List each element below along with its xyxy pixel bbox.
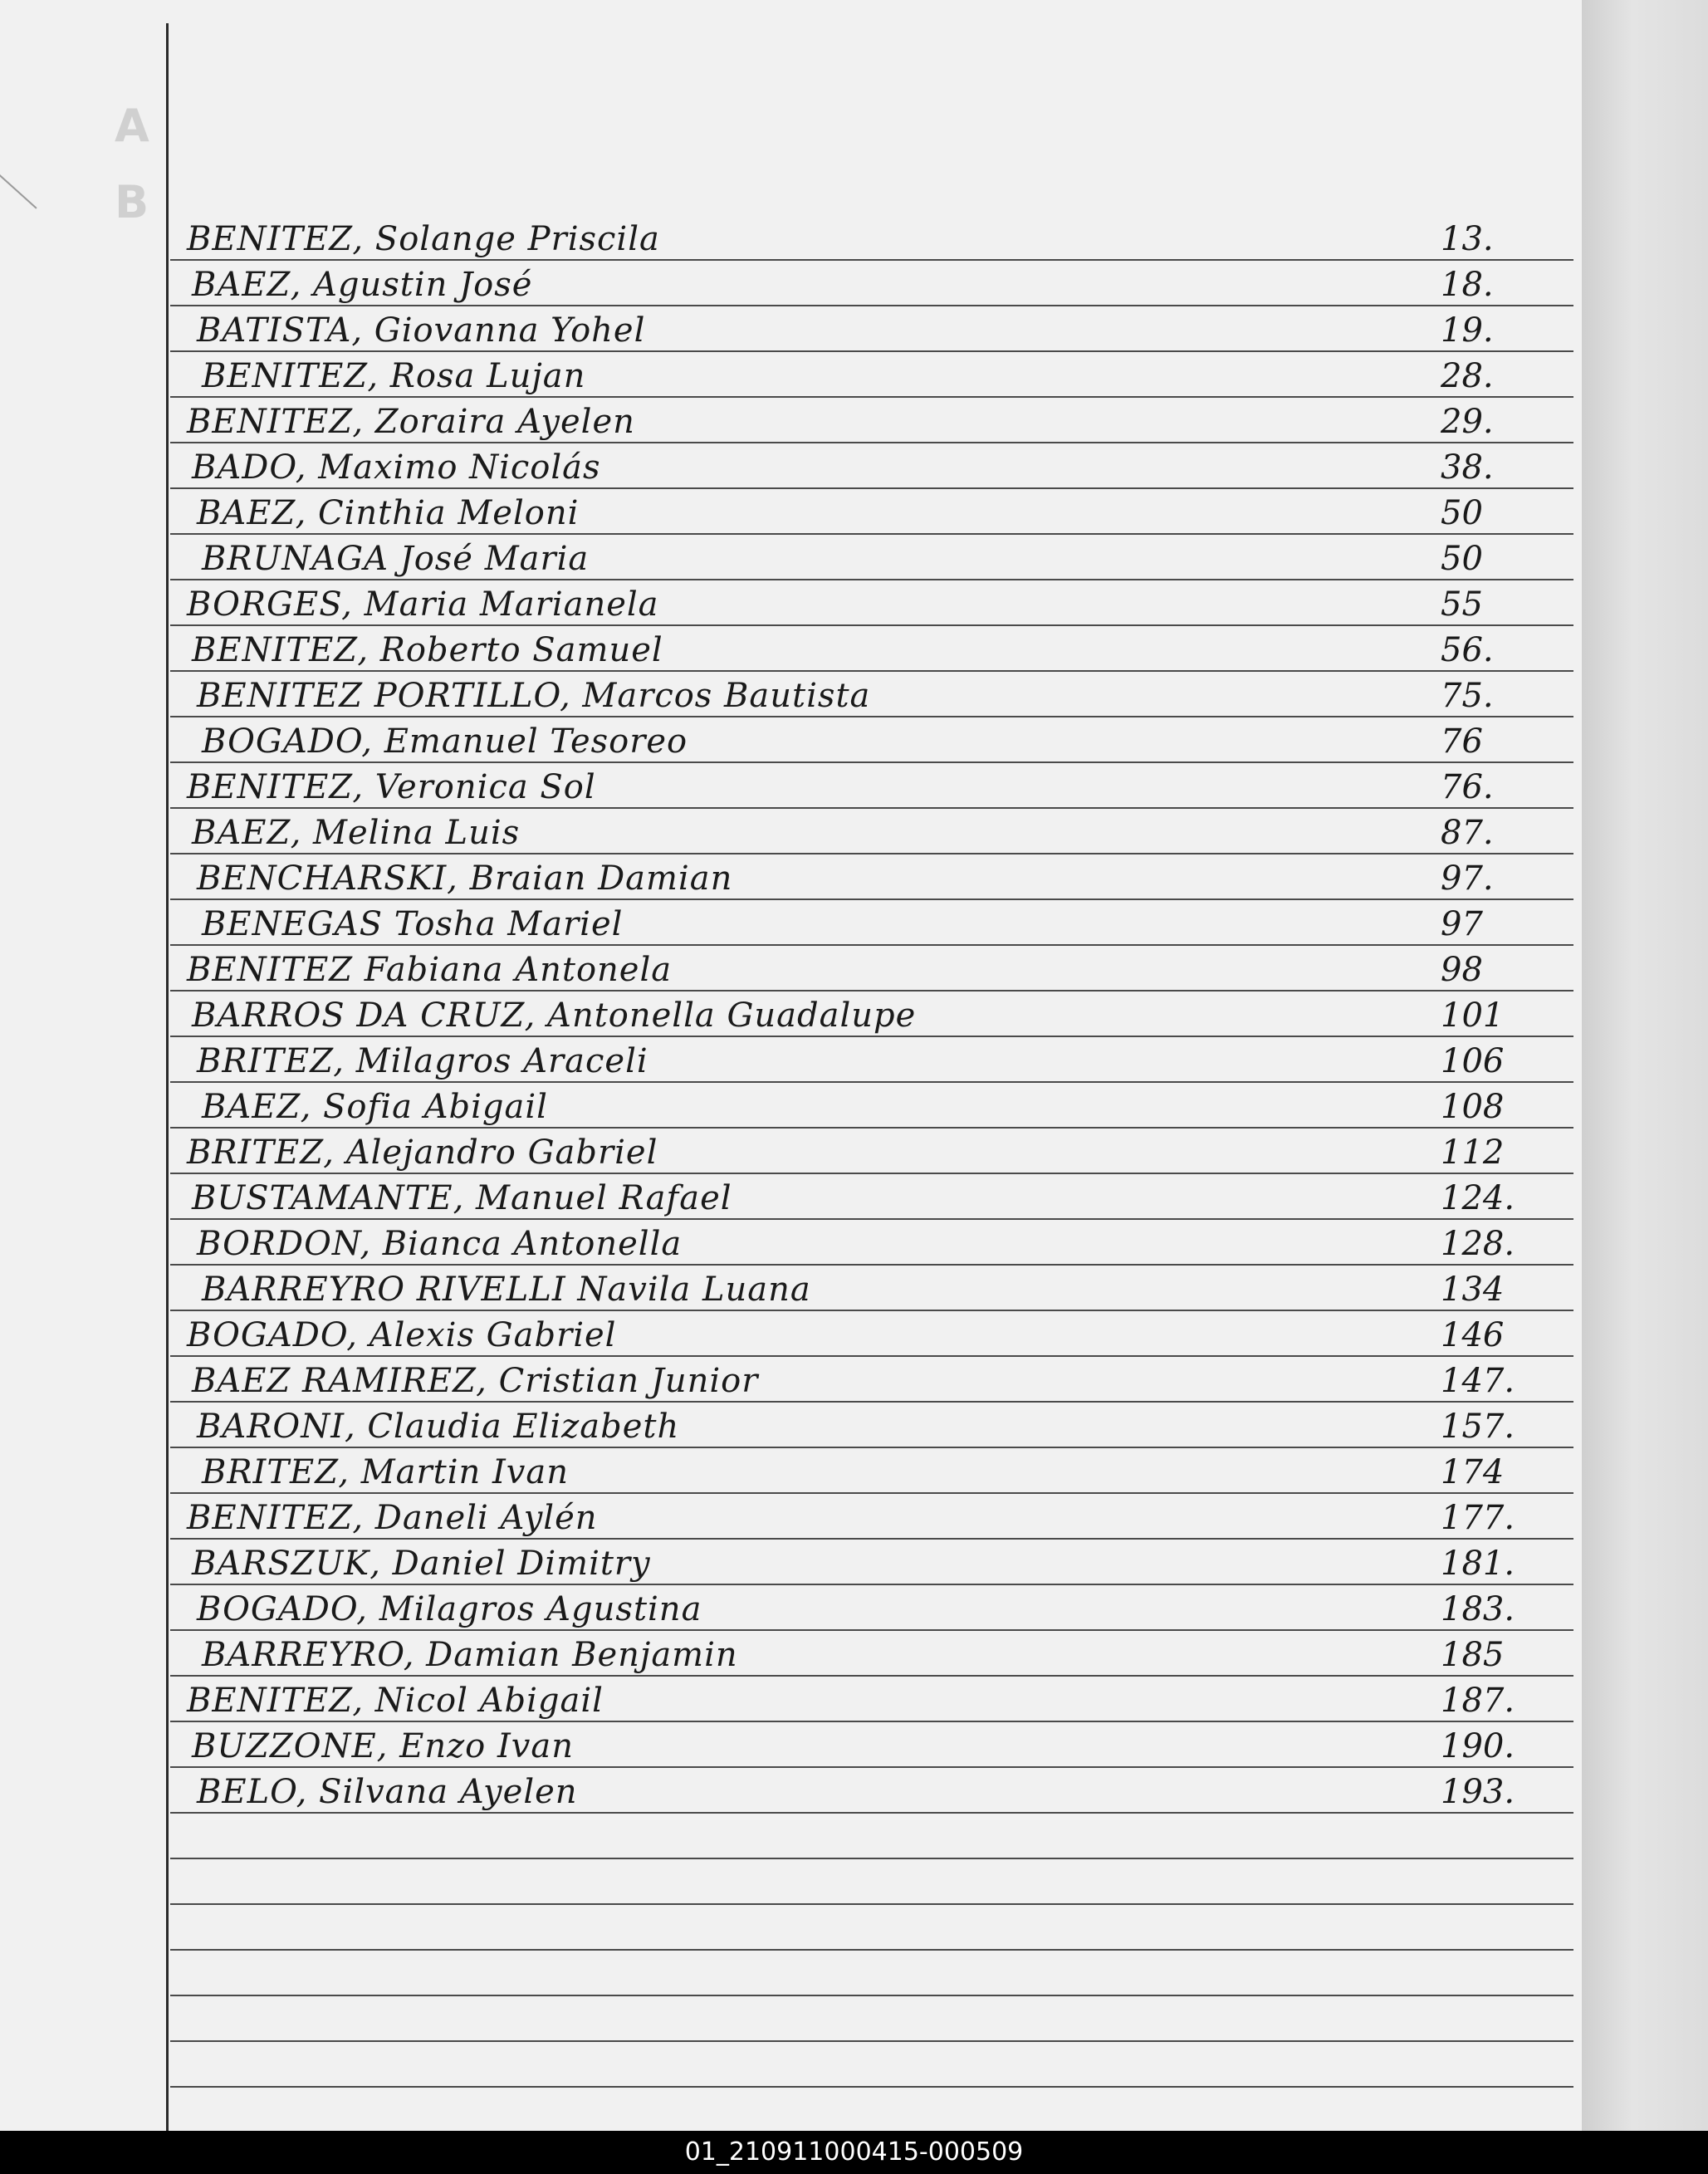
- ruled-line: [170, 1812, 1573, 1814]
- ruled-line: [170, 944, 1573, 946]
- ruled-line: [170, 1173, 1573, 1174]
- entry-name: BENITEZ, Nicol Abigail: [187, 1682, 604, 1720]
- ruled-line: [170, 1447, 1573, 1448]
- ruled-line: [170, 1995, 1573, 1996]
- ruled-line: [170, 350, 1573, 352]
- ruled-line: [170, 1675, 1573, 1677]
- index-tab-letter-b: B: [115, 176, 149, 228]
- entry-name: BARSZUK, Daniel Dimitry: [192, 1545, 651, 1583]
- ruled-line: [170, 1081, 1573, 1083]
- ruled-line: [170, 533, 1573, 535]
- entry-number: 147.: [1441, 1362, 1515, 1400]
- ruled-line: [170, 1766, 1573, 1768]
- ruled-line: [170, 1584, 1573, 1585]
- entry-number: 13.: [1441, 220, 1494, 258]
- ruled-line: [170, 716, 1573, 717]
- entry-number: 106: [1441, 1042, 1505, 1080]
- entry-number: 157.: [1441, 1408, 1515, 1446]
- entry-number: 19.: [1441, 311, 1494, 350]
- entry-name: BARROS DA CRUZ, Antonella Guadalupe: [192, 996, 917, 1035]
- ruled-line: [170, 807, 1573, 809]
- page-edge-background: [1582, 0, 1708, 2131]
- ruled-line: [170, 624, 1573, 626]
- ruled-line: [170, 1629, 1573, 1631]
- entry-name: BELO, Silvana Ayelen: [197, 1773, 578, 1811]
- entry-number: 101: [1441, 996, 1505, 1035]
- entry-number: 181.: [1441, 1545, 1515, 1583]
- ruled-line: [170, 442, 1573, 443]
- entry-number: 174: [1441, 1453, 1505, 1491]
- ruled-line: [170, 1036, 1573, 1037]
- entry-number: 187.: [1441, 1682, 1515, 1720]
- footer-bar: [0, 2131, 1708, 2174]
- entry-number: 50: [1441, 540, 1483, 578]
- ruled-line: [170, 259, 1573, 261]
- entry-name: BADO, Maximo Nicolás: [192, 448, 601, 487]
- ruled-line: [170, 853, 1573, 854]
- margin-line: [166, 23, 169, 2132]
- entry-name: BRITEZ, Alejandro Gabriel: [187, 1134, 658, 1172]
- entry-number: 134: [1441, 1271, 1505, 1309]
- entry-name: BATISTA, Giovanna Yohel: [197, 311, 646, 350]
- document-id: 01_210911000415-000509: [684, 2137, 1024, 2167]
- ruled-line: [170, 1401, 1573, 1403]
- entry-number: 28.: [1441, 357, 1494, 395]
- entry-name: BRITEZ, Martin Ivan: [202, 1453, 569, 1491]
- index-tab-letter-a: A: [115, 100, 149, 152]
- entry-number: 56.: [1441, 631, 1494, 669]
- entry-name: BENITEZ, Solange Priscila: [187, 220, 660, 258]
- entry-name: BORGES, Maria Marianela: [187, 585, 659, 624]
- entry-name: BAEZ, Agustin José: [192, 266, 533, 304]
- ruled-line: [170, 579, 1573, 580]
- entry-number: 55: [1441, 585, 1483, 624]
- entry-number: 183.: [1441, 1590, 1515, 1628]
- ruled-line: [170, 1264, 1573, 1266]
- ruled-line: [170, 670, 1573, 672]
- ruled-line: [170, 1310, 1573, 1311]
- ruled-line: [170, 1218, 1573, 1220]
- entry-name: BOGADO, Milagros Agustina: [197, 1590, 702, 1628]
- entry-name: BOGADO, Alexis Gabriel: [187, 1316, 617, 1354]
- entry-name: BENITEZ, Roberto Samuel: [192, 631, 663, 669]
- entry-name: BENITEZ, Veronica Sol: [187, 768, 596, 806]
- entry-number: 97.: [1441, 859, 1494, 898]
- entry-number: 50: [1441, 494, 1483, 532]
- entry-name: BAEZ RAMIREZ, Cristian Junior: [192, 1362, 759, 1400]
- entry-name: BENITEZ PORTILLO, Marcos Bautista: [197, 677, 871, 715]
- entry-name: BAEZ, Sofia Abigail: [202, 1088, 548, 1126]
- entry-name: BENITEZ, Daneli Aylén: [187, 1499, 598, 1537]
- entry-number: 185: [1441, 1636, 1505, 1674]
- page-corner-fold: [0, 174, 37, 277]
- ruled-line: [170, 487, 1573, 489]
- entry-number: 98: [1441, 951, 1483, 989]
- entry-number: 18.: [1441, 266, 1494, 304]
- ruled-line: [170, 305, 1573, 306]
- entry-name: BENITEZ, Zoraira Ayelen: [187, 403, 635, 441]
- ruled-line: [170, 1858, 1573, 1859]
- ruled-line: [170, 2086, 1573, 2088]
- entry-number: 146: [1441, 1316, 1505, 1354]
- entry-number: 112: [1441, 1134, 1505, 1172]
- entry-name: BARONI, Claudia Elizabeth: [197, 1408, 680, 1446]
- entry-number: 76.: [1441, 768, 1494, 806]
- entry-number: 190.: [1441, 1727, 1515, 1765]
- ruled-line: [170, 396, 1573, 398]
- entry-number: 108: [1441, 1088, 1505, 1126]
- entry-number: 124.: [1441, 1179, 1515, 1217]
- entry-name: BUSTAMANTE, Manuel Rafael: [192, 1179, 732, 1217]
- ruled-line: [170, 1949, 1573, 1951]
- entry-number: 97: [1441, 905, 1483, 943]
- entry-number: 128.: [1441, 1225, 1515, 1263]
- entry-number: 177.: [1441, 1499, 1515, 1537]
- entry-name: BARREYRO, Damian Benjamin: [202, 1636, 738, 1674]
- entry-name: BRITEZ, Milagros Araceli: [197, 1042, 648, 1080]
- entry-name: BORDON, Bianca Antonella: [197, 1225, 683, 1263]
- entry-name: BAEZ, Cinthia Meloni: [197, 494, 580, 532]
- entry-number: 87.: [1441, 814, 1494, 852]
- entry-name: BENCHARSKI, Braian Damian: [197, 859, 733, 898]
- entry-number: 75.: [1441, 677, 1494, 715]
- ruled-line: [170, 990, 1573, 992]
- entry-name: BENITEZ Fabiana Antonela: [187, 951, 673, 989]
- entry-number: 76: [1441, 722, 1483, 761]
- ruled-line: [170, 1538, 1573, 1540]
- ruled-line: [170, 898, 1573, 900]
- entry-name: BAEZ, Melina Luis: [192, 814, 521, 852]
- entry-name: BUZZONE, Enzo Ivan: [192, 1727, 574, 1765]
- ruled-line: [170, 1355, 1573, 1357]
- entry-name: BARREYRO RIVELLI Navila Luana: [202, 1271, 811, 1309]
- entry-number: 38.: [1441, 448, 1494, 487]
- entry-name: BRUNAGA José Maria: [202, 540, 590, 578]
- entry-name: BOGADO, Emanuel Tesoreo: [202, 722, 688, 761]
- ruled-line: [170, 761, 1573, 763]
- ruled-line: [170, 1721, 1573, 1722]
- entry-number: 29.: [1441, 403, 1494, 441]
- ruled-line: [170, 1903, 1573, 1905]
- ruled-line: [170, 1127, 1573, 1129]
- ruled-line: [170, 1492, 1573, 1494]
- ruled-line: [170, 2040, 1573, 2042]
- entry-name: BENITEZ, Rosa Lujan: [202, 357, 586, 395]
- entry-name: BENEGAS Tosha Mariel: [202, 905, 624, 943]
- entry-number: 193.: [1441, 1773, 1515, 1811]
